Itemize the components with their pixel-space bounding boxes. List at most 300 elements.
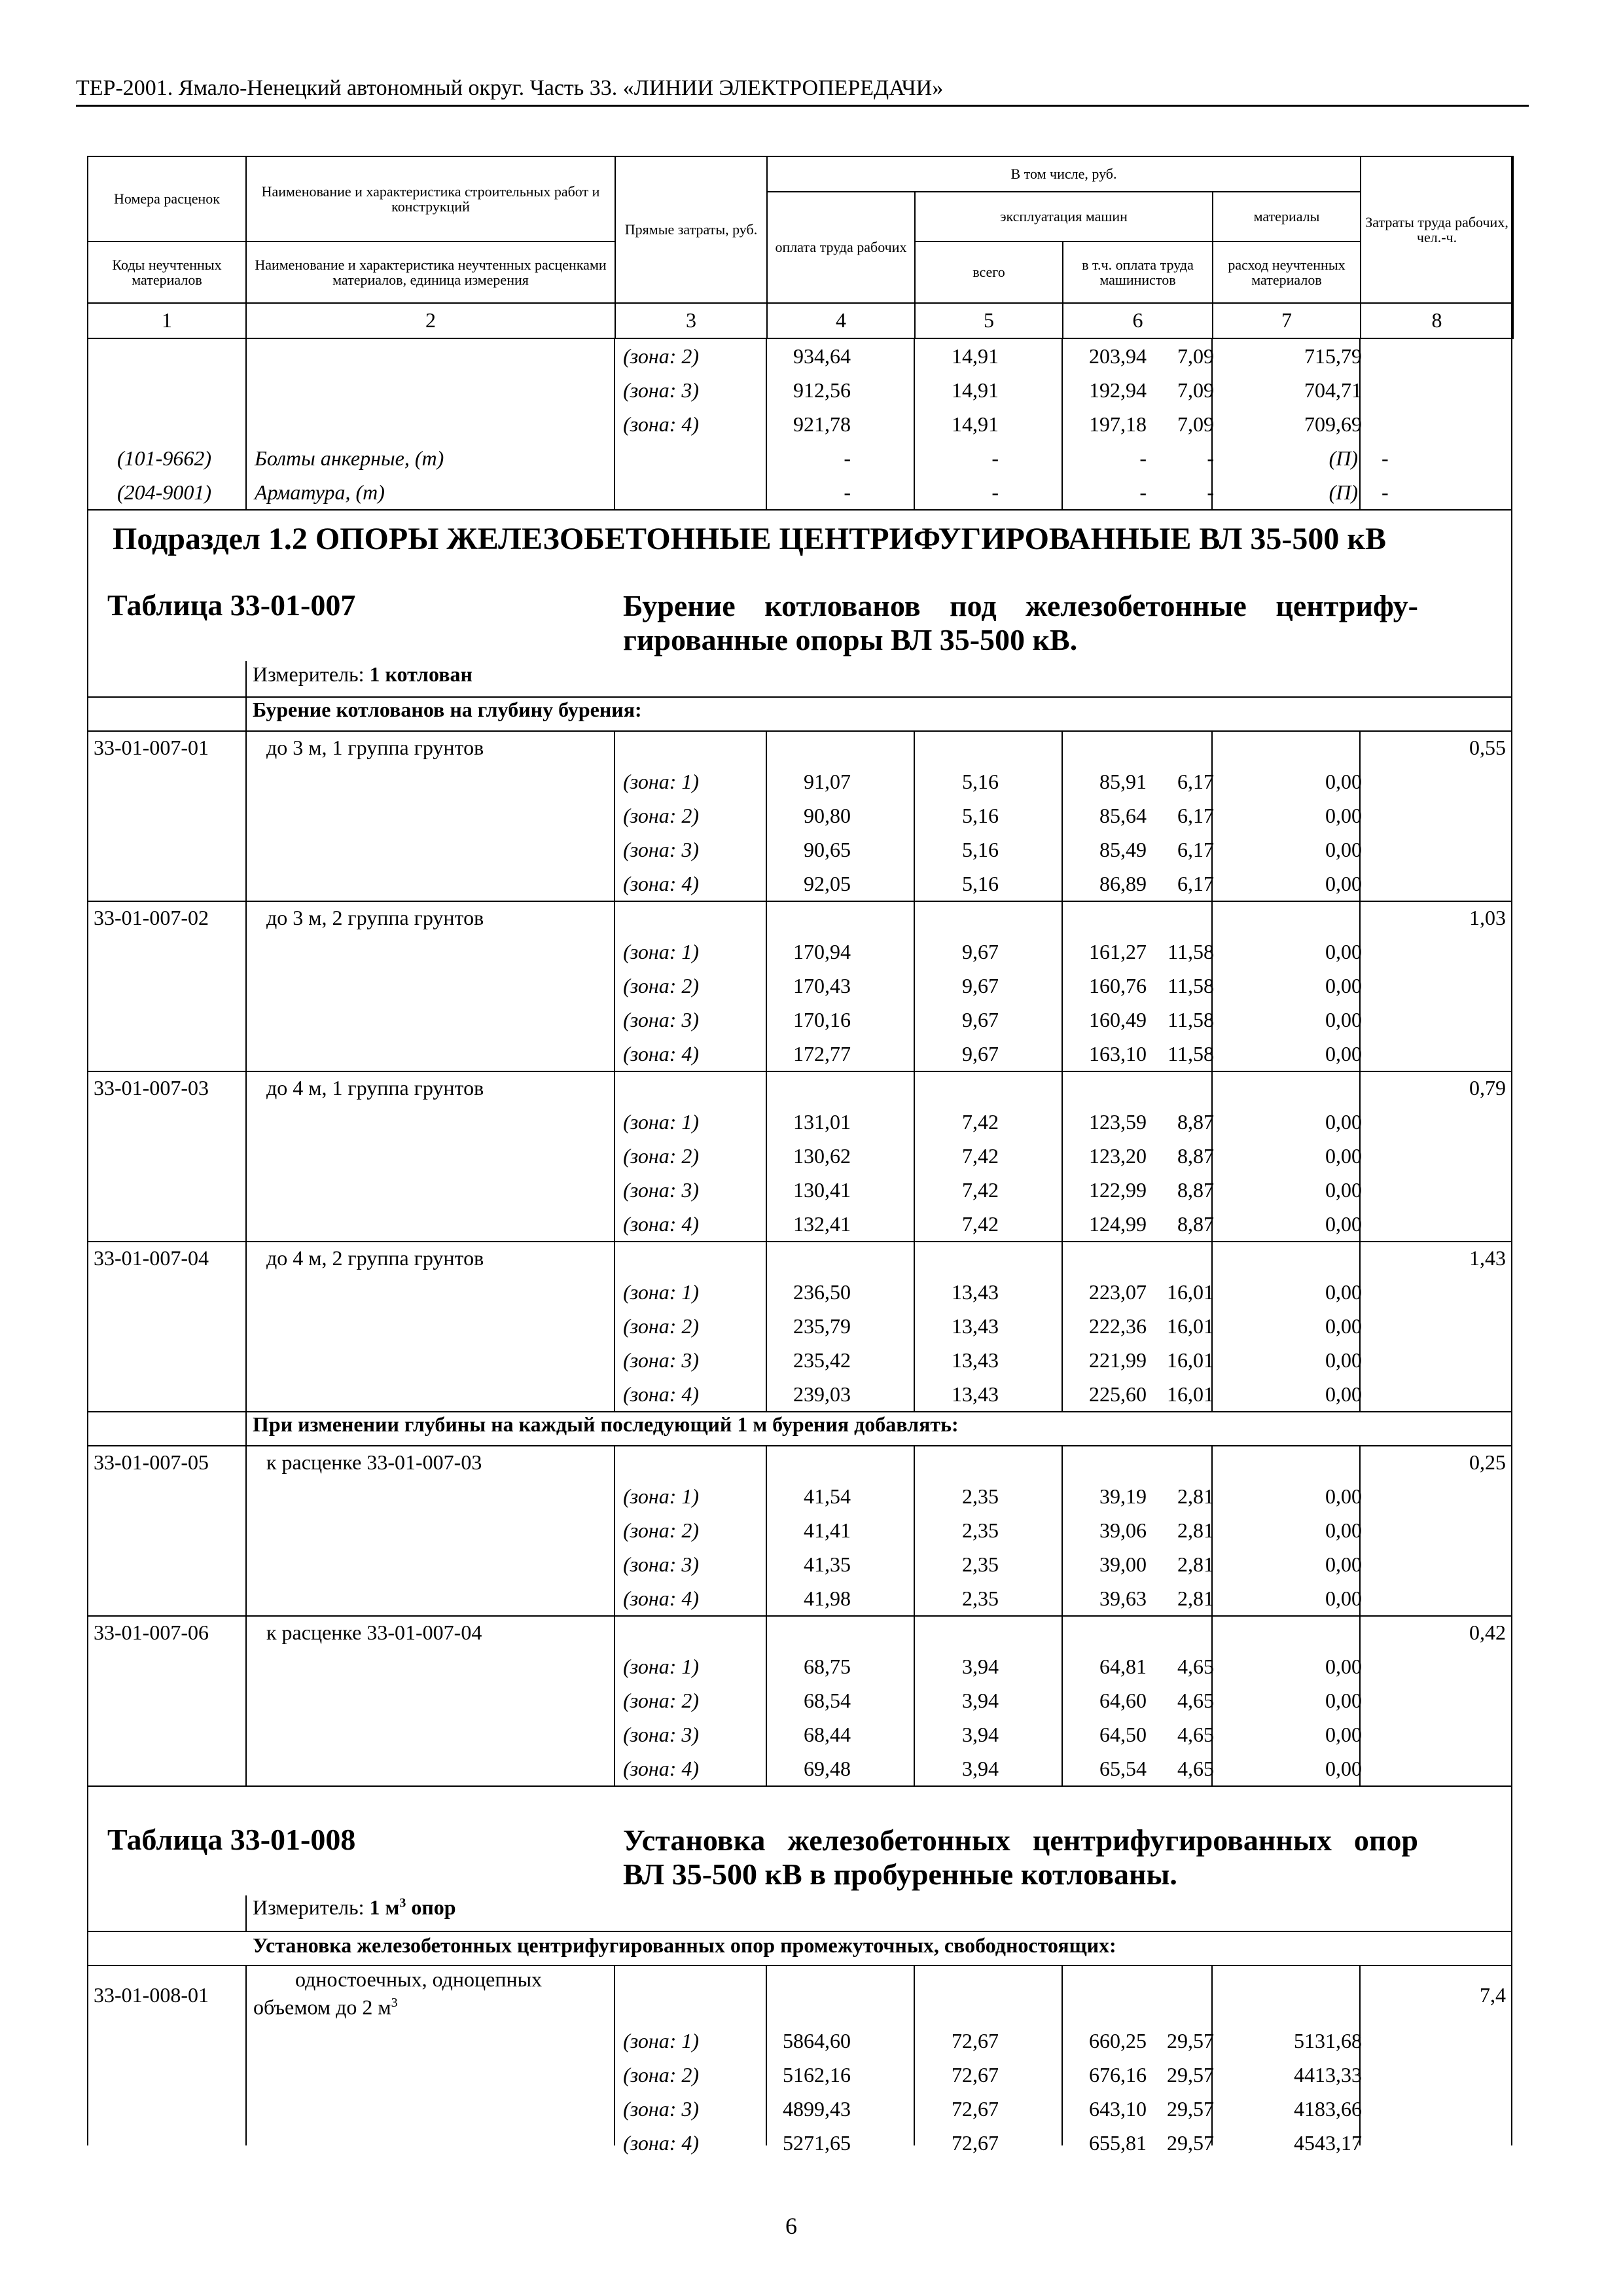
worker-pay: 3,94 [962, 1655, 999, 1678]
material-use: 709,69 [1304, 412, 1362, 436]
direct-cost: 132,41 [793, 1212, 851, 1236]
machines-total: 222,36 [1089, 1314, 1147, 1338]
material-use: 0,00 [1325, 1382, 1362, 1406]
material-use: 0,00 [1325, 940, 1362, 963]
machines-total: 225,60 [1089, 1382, 1147, 1406]
direct-cost: 235,42 [793, 1348, 851, 1372]
header-materials: материалы [1213, 192, 1361, 242]
header-rule [76, 105, 1529, 107]
zone-row [87, 1479, 1512, 1513]
column-rule [245, 1895, 247, 1932]
machinist-pay: 29,57 [1167, 2097, 1214, 2121]
worker-pay: 13,43 [952, 1348, 999, 1372]
worker-pay: 72,67 [952, 2097, 999, 2121]
item-name: до 4 м, 2 группа грунтов [266, 1246, 484, 1270]
zone-label: (зона: 1) [623, 770, 699, 793]
zone-label: (зона: 4) [623, 1382, 699, 1406]
zone-row [87, 1547, 1512, 1581]
zone-label: (зона: 2) [623, 344, 699, 368]
direct-cost: 41,98 [804, 1587, 851, 1610]
machines-total: 192,94 [1089, 378, 1147, 402]
machinist-pay: 29,57 [1167, 2063, 1214, 2087]
material-code: (101-9662) [117, 446, 211, 470]
direct-cost: 5162,16 [783, 2063, 851, 2087]
machinist-pay: 29,57 [1167, 2029, 1214, 2053]
direct-cost: 5864,60 [783, 2029, 851, 2053]
direct-cost: - [844, 446, 851, 470]
worker-pay: 72,67 [952, 2029, 999, 2053]
zone-row [87, 1173, 1512, 1207]
labor-cost: 1,43 [1469, 1246, 1506, 1270]
zone-row [87, 764, 1512, 798]
labor-cost: 0,79 [1469, 1076, 1506, 1100]
machinist-pay: 8,87 [1177, 1178, 1214, 1202]
zone-row [87, 2126, 1512, 2160]
zone-label: (зона: 3) [623, 838, 699, 861]
group-heading: Установка железобетонных центрифугированных опор промежуточных, свободностоящих: [253, 1933, 1116, 1957]
zone-label: (зона: 2) [623, 1689, 699, 1712]
item-name-line [87, 1988, 1512, 2017]
zone-label: (зона: 1) [623, 1484, 699, 1508]
machines-total: 124,99 [1089, 1212, 1147, 1236]
header-worker-pay: оплата труда рабочих [767, 192, 915, 303]
direct-cost: 934,64 [793, 344, 851, 368]
row-rule [87, 509, 1512, 511]
column-rule [245, 1411, 247, 1445]
meter-line [253, 1895, 456, 1920]
material-use: (П) [1329, 480, 1358, 504]
column-number: 7 [1213, 303, 1361, 338]
direct-cost: 69,48 [804, 1757, 851, 1780]
machines-total: 64,50 [1099, 1723, 1147, 1746]
worker-pay: 72,67 [952, 2063, 999, 2087]
machinist-pay: 4,65 [1177, 1723, 1214, 1746]
machines-total: 86,89 [1099, 872, 1147, 895]
material-use: 704,71 [1304, 378, 1362, 402]
meter-value: 1 котлован [369, 662, 473, 686]
zone-row [87, 1105, 1512, 1139]
zone-label: (зона: 3) [623, 1552, 699, 1576]
direct-cost: - [844, 480, 851, 504]
direct-cost: 90,80 [804, 804, 851, 827]
zone-label: (зона: 4) [623, 872, 699, 895]
item-row [87, 901, 1512, 935]
zone-label: (зона: 4) [623, 2131, 699, 2155]
zone-label: (зона: 2) [623, 2063, 699, 2087]
zone-row [87, 1037, 1512, 1071]
direct-cost: 236,50 [793, 1280, 851, 1304]
material-use: 0,00 [1325, 1178, 1362, 1202]
machines-total: 197,18 [1089, 412, 1147, 436]
material-code: (204-9001) [117, 480, 211, 504]
zone-label: (зона: 2) [623, 974, 699, 997]
direct-cost: 130,41 [793, 1178, 851, 1202]
meter-tail: опор [406, 1895, 456, 1919]
price-code: 33-01-007-01 [94, 736, 209, 759]
table-title: Установка железобетонных центрифугированных опор ВЛ 35-500 кВ в пробуренные котлованы. [623, 1823, 1418, 1891]
item-row [87, 1445, 1512, 1479]
material-use: 0,00 [1325, 1110, 1362, 1134]
worker-pay: 2,35 [962, 1587, 999, 1610]
worker-pay: - [991, 480, 999, 504]
worker-pay: 14,91 [952, 378, 999, 402]
header-material-codes: Коды неучтенных материалов [88, 242, 246, 303]
worker-pay: 9,67 [962, 1008, 999, 1031]
header-machines-total: всего [915, 242, 1063, 303]
worker-pay: 9,67 [962, 940, 999, 963]
item-name: до 3 м, 1 группа грунтов [266, 736, 484, 759]
machinist-pay: - [1207, 446, 1214, 470]
machines-total: 64,81 [1099, 1655, 1147, 1678]
labor-cost: 0,55 [1469, 736, 1506, 759]
zone-row [87, 1343, 1512, 1377]
machines-total: 203,94 [1089, 344, 1147, 368]
worker-pay: 2,35 [962, 1518, 999, 1542]
machinist-pay: 16,01 [1167, 1348, 1214, 1372]
machinist-pay: 29,57 [1167, 2131, 1214, 2155]
worker-pay: 7,42 [962, 1110, 999, 1134]
zone-row [87, 969, 1512, 1003]
zone-row [87, 833, 1512, 867]
running-header: ТЕР-2001. Ямало-Ненецкий автономный округ. Часть 33. «ЛИНИИ ЭЛЕКТРОПЕРЕДАЧИ» [76, 76, 944, 100]
header-machinist-pay: в т.ч. оплата труда машинистов [1063, 242, 1213, 303]
zone-label: (зона: 3) [623, 2097, 699, 2121]
machines-total: 660,25 [1089, 2029, 1147, 2053]
machinist-pay: 16,01 [1167, 1314, 1214, 1338]
machinist-pay: 7,09 [1177, 378, 1214, 402]
zone-label: (зона: 2) [623, 1518, 699, 1542]
direct-cost: 239,03 [793, 1382, 851, 1406]
group-heading: При изменении глубины на каждый последующий 1 м бурения добавлять: [253, 1412, 959, 1436]
material-use: 0,00 [1325, 1484, 1362, 1508]
header-material-names: Наименование и характеристика неучтенных расценками материалов, единица измерения [246, 242, 615, 303]
header-work-name: Наименование и характеристика строительных работ и конструкций [246, 156, 615, 242]
table-header [87, 156, 1514, 339]
item-row [87, 1071, 1512, 1105]
zone-row [87, 1683, 1512, 1717]
column-rule [245, 661, 247, 698]
machines-total: 85,49 [1099, 838, 1147, 861]
direct-cost: 41,35 [804, 1552, 851, 1576]
machines-total: 161,27 [1089, 940, 1147, 963]
direct-cost: 68,54 [804, 1689, 851, 1712]
direct-cost: 170,16 [793, 1008, 851, 1031]
material-name: Болты анкерные, (т) [255, 446, 444, 470]
material-use: 0,00 [1325, 1587, 1362, 1610]
header-price-number: Номера расценок [88, 156, 246, 242]
zone-row [87, 1207, 1512, 1241]
worker-pay: 13,43 [952, 1280, 999, 1304]
machines-total: 39,00 [1099, 1552, 1147, 1576]
item-name-text: объемом до 2 м [253, 1995, 391, 2019]
machines-total: 85,91 [1099, 770, 1147, 793]
worker-pay: 5,16 [962, 872, 999, 895]
column-number: 6 [1063, 303, 1213, 338]
item-name [253, 1988, 398, 2022]
machines-total: 163,10 [1089, 1042, 1147, 1066]
worker-pay: 9,67 [962, 1042, 999, 1066]
price-code: 33-01-007-04 [94, 1246, 209, 1270]
material-use: 0,00 [1325, 974, 1362, 997]
header-direct-costs: Прямые затраты, руб. [615, 156, 767, 303]
zone-row [87, 1751, 1512, 1785]
machines-total: 655,81 [1089, 2131, 1147, 2155]
machinist-pay: 16,01 [1167, 1382, 1214, 1406]
table-number: Таблица 33-01-008 [107, 1823, 356, 1856]
zone-row [87, 2024, 1512, 2058]
column-number: 3 [615, 303, 767, 338]
price-code: 33-01-007-02 [94, 906, 209, 929]
machines-total: 85,64 [1099, 804, 1147, 827]
item-row [87, 1615, 1512, 1649]
header-labor: Затраты труда рабочих, чел.-ч. [1361, 156, 1513, 303]
direct-cost: 170,43 [793, 974, 851, 997]
zone-row [87, 1377, 1512, 1411]
machinist-pay: 8,87 [1177, 1212, 1214, 1236]
worker-pay: 9,67 [962, 974, 999, 997]
worker-pay: 5,16 [962, 770, 999, 793]
direct-cost: 5271,65 [783, 2131, 851, 2155]
zone-row [87, 373, 1512, 407]
machines-total: 65,54 [1099, 1757, 1147, 1780]
zone-label: (зона: 3) [623, 1008, 699, 1031]
meter-value: 1 м [369, 1895, 400, 1919]
direct-cost: 41,54 [804, 1484, 851, 1508]
worker-pay: 5,16 [962, 804, 999, 827]
machinist-pay: 11,58 [1168, 974, 1214, 997]
worker-pay: 2,35 [962, 1484, 999, 1508]
zone-label: (зона: 4) [623, 1212, 699, 1236]
column-number: 8 [1361, 303, 1513, 338]
worker-pay: 7,42 [962, 1144, 999, 1168]
zone-row [87, 1139, 1512, 1173]
item-name: к расценке 33-01-007-04 [266, 1621, 482, 1644]
subsection-title: Подраздел 1.2 ОПОРЫ ЖЕЛЕЗОБЕТОННЫЕ ЦЕНТРИФУГИРОВАННЫЕ ВЛ 35-500 кВ [113, 522, 1386, 556]
machinist-pay: 8,87 [1177, 1110, 1214, 1134]
material-use: 0,00 [1325, 1552, 1362, 1576]
machinist-pay: 2,81 [1177, 1552, 1214, 1576]
labor-cost: - [1382, 480, 1389, 504]
machinist-pay: 4,65 [1177, 1655, 1214, 1678]
zone-label: (зона: 3) [623, 1723, 699, 1746]
zone-label: (зона: 1) [623, 1655, 699, 1678]
machinist-pay: 16,01 [1167, 1280, 1214, 1304]
worker-pay: 7,42 [962, 1212, 999, 1236]
zone-row [87, 2092, 1512, 2126]
item-name: до 4 м, 1 группа грунтов [266, 1076, 484, 1100]
machinist-pay: 7,09 [1177, 344, 1214, 368]
machines-total: - [1139, 446, 1147, 470]
machines-total: 64,60 [1099, 1689, 1147, 1712]
worker-pay: 13,43 [952, 1314, 999, 1338]
zone-label: (зона: 1) [623, 2029, 699, 2053]
price-code: 33-01-008-01 [94, 1983, 209, 2007]
machinist-pay: 8,87 [1177, 1144, 1214, 1168]
material-use: 0,00 [1325, 872, 1362, 895]
worker-pay: 13,43 [952, 1382, 999, 1406]
worker-pay: 7,42 [962, 1178, 999, 1202]
item-name: одностоечных, одноцепных [295, 1967, 543, 1991]
direct-cost: 68,44 [804, 1723, 851, 1746]
material-use: 0,00 [1325, 1689, 1362, 1712]
material-use: 0,00 [1325, 1144, 1362, 1168]
zone-label: (зона: 1) [623, 940, 699, 963]
column-number: 2 [246, 303, 615, 338]
machines-total: 39,63 [1099, 1587, 1147, 1610]
material-use: 0,00 [1325, 1518, 1362, 1542]
worker-pay: 14,91 [952, 344, 999, 368]
column-number: 5 [915, 303, 1063, 338]
material-row [87, 441, 1512, 475]
machinist-pay: 11,58 [1168, 1008, 1214, 1031]
machinist-pay: 11,58 [1168, 940, 1214, 963]
direct-cost: 90,65 [804, 838, 851, 861]
machinist-pay: - [1207, 480, 1214, 504]
material-use: 4183,66 [1294, 2097, 1362, 2121]
material-use: 4413,33 [1294, 2063, 1362, 2087]
header-material-use: расход неучтенных материалов [1213, 242, 1361, 303]
worker-pay: - [991, 446, 999, 470]
zone-row [87, 1275, 1512, 1309]
column-number: 4 [767, 303, 915, 338]
zone-label: (зона: 4) [623, 412, 699, 436]
material-use: 5131,68 [1294, 2029, 1362, 2053]
material-use: 0,00 [1325, 804, 1362, 827]
zone-row [87, 1649, 1512, 1683]
header-incl: В том числе, руб. [767, 156, 1361, 192]
column-rule [245, 696, 247, 730]
machines-total: 122,99 [1089, 1178, 1147, 1202]
labor-cost: 7,4 [1480, 1983, 1506, 2007]
direct-cost: 170,94 [793, 940, 851, 963]
machinist-pay: 6,17 [1177, 872, 1214, 895]
direct-cost: 921,78 [793, 412, 851, 436]
machines-total: 643,10 [1089, 2097, 1147, 2121]
zone-label: (зона: 2) [623, 1144, 699, 1168]
item-name: к расценке 33-01-007-03 [266, 1450, 482, 1474]
zone-row [87, 1003, 1512, 1037]
machines-total: 223,07 [1089, 1280, 1147, 1304]
price-code: 33-01-007-03 [94, 1076, 209, 1100]
machinist-pay: 6,17 [1177, 838, 1214, 861]
zone-label: (зона: 2) [623, 804, 699, 827]
worker-pay: 3,94 [962, 1689, 999, 1712]
material-use: 4543,17 [1294, 2131, 1362, 2155]
machines-total: - [1139, 480, 1147, 504]
direct-cost: 92,05 [804, 872, 851, 895]
machines-total: 676,16 [1089, 2063, 1147, 2087]
material-use: (П) [1329, 446, 1358, 470]
material-use: 0,00 [1325, 1280, 1362, 1304]
machinist-pay: 6,17 [1177, 804, 1214, 827]
direct-cost: 130,62 [793, 1144, 851, 1168]
worker-pay: 5,16 [962, 838, 999, 861]
meter-label: Измеритель: [253, 662, 365, 686]
zone-row [87, 867, 1512, 901]
header-machines: эксплуатация машин [915, 192, 1213, 242]
machinist-pay: 2,81 [1177, 1587, 1214, 1610]
item-name-sup: 3 [391, 1996, 398, 2010]
zone-row [87, 2058, 1512, 2092]
worker-pay: 3,94 [962, 1723, 999, 1746]
material-use: 0,00 [1325, 1314, 1362, 1338]
zone-label: (зона: 3) [623, 378, 699, 402]
direct-cost: 131,01 [793, 1110, 851, 1134]
machinist-pay: 6,17 [1177, 770, 1214, 793]
material-use: 0,00 [1325, 1212, 1362, 1236]
page-number: 6 [785, 2213, 797, 2239]
row-rule [87, 1785, 1512, 1787]
direct-cost: 172,77 [793, 1042, 851, 1066]
machines-total: 221,99 [1089, 1348, 1147, 1372]
machines-total: 39,19 [1099, 1484, 1147, 1508]
zone-row [87, 935, 1512, 969]
machines-total: 123,20 [1089, 1144, 1147, 1168]
material-use: 0,00 [1325, 1348, 1362, 1372]
zone-label: (зона: 1) [623, 1110, 699, 1134]
table-number: Таблица 33-01-007 [107, 588, 356, 622]
direct-cost: 4899,43 [783, 2097, 851, 2121]
labor-cost: 0,42 [1469, 1621, 1506, 1644]
zone-row [87, 1581, 1512, 1615]
machinist-pay: 7,09 [1177, 412, 1214, 436]
zone-row [87, 407, 1512, 441]
row-rule [87, 1931, 1512, 1932]
machinist-pay: 4,65 [1177, 1757, 1214, 1780]
material-use: 715,79 [1304, 344, 1362, 368]
meter-sup: 3 [399, 1895, 406, 1910]
machinist-pay: 11,58 [1168, 1042, 1214, 1066]
zone-label: (зона: 4) [623, 1042, 699, 1066]
labor-cost: - [1382, 446, 1389, 470]
zone-label: (зона: 2) [623, 1314, 699, 1338]
material-use: 0,00 [1325, 838, 1362, 861]
zone-label: (зона: 4) [623, 1587, 699, 1610]
machinist-pay: 4,65 [1177, 1689, 1214, 1712]
material-use: 0,00 [1325, 1008, 1362, 1031]
zone-label: (зона: 1) [623, 1280, 699, 1304]
material-use: 0,00 [1325, 770, 1362, 793]
worker-pay: 14,91 [952, 412, 999, 436]
labor-cost: 0,25 [1469, 1450, 1506, 1474]
zone-row [87, 1513, 1512, 1547]
material-use: 0,00 [1325, 1757, 1362, 1780]
labor-cost: 1,03 [1469, 906, 1506, 929]
meter-label: Измеритель: [253, 1895, 365, 1919]
meter-line [253, 662, 473, 687]
zone-label: (зона: 4) [623, 1757, 699, 1780]
material-use: 0,00 [1325, 1655, 1362, 1678]
material-name: Арматура, (т) [255, 480, 385, 504]
zone-label: (зона: 3) [623, 1178, 699, 1202]
machines-total: 160,49 [1089, 1008, 1147, 1031]
group-heading: Бурение котлованов на глубину бурения: [253, 698, 642, 721]
worker-pay: 2,35 [962, 1552, 999, 1576]
machines-total: 123,59 [1089, 1110, 1147, 1134]
material-use: 0,00 [1325, 1723, 1362, 1746]
material-row [87, 475, 1512, 509]
direct-cost: 912,56 [793, 378, 851, 402]
item-name: до 3 м, 2 группа грунтов [266, 906, 484, 929]
machinist-pay: 2,81 [1177, 1484, 1214, 1508]
worker-pay: 3,94 [962, 1757, 999, 1780]
column-number: 1 [88, 303, 246, 338]
table-title: Бурение котлованов под железобетонные центрифу-гированные опоры ВЛ 35-500 кВ. [623, 589, 1418, 656]
machinist-pay: 2,81 [1177, 1518, 1214, 1542]
direct-cost: 41,41 [804, 1518, 851, 1542]
worker-pay: 72,67 [952, 2131, 999, 2155]
price-code: 33-01-007-05 [94, 1450, 209, 1474]
